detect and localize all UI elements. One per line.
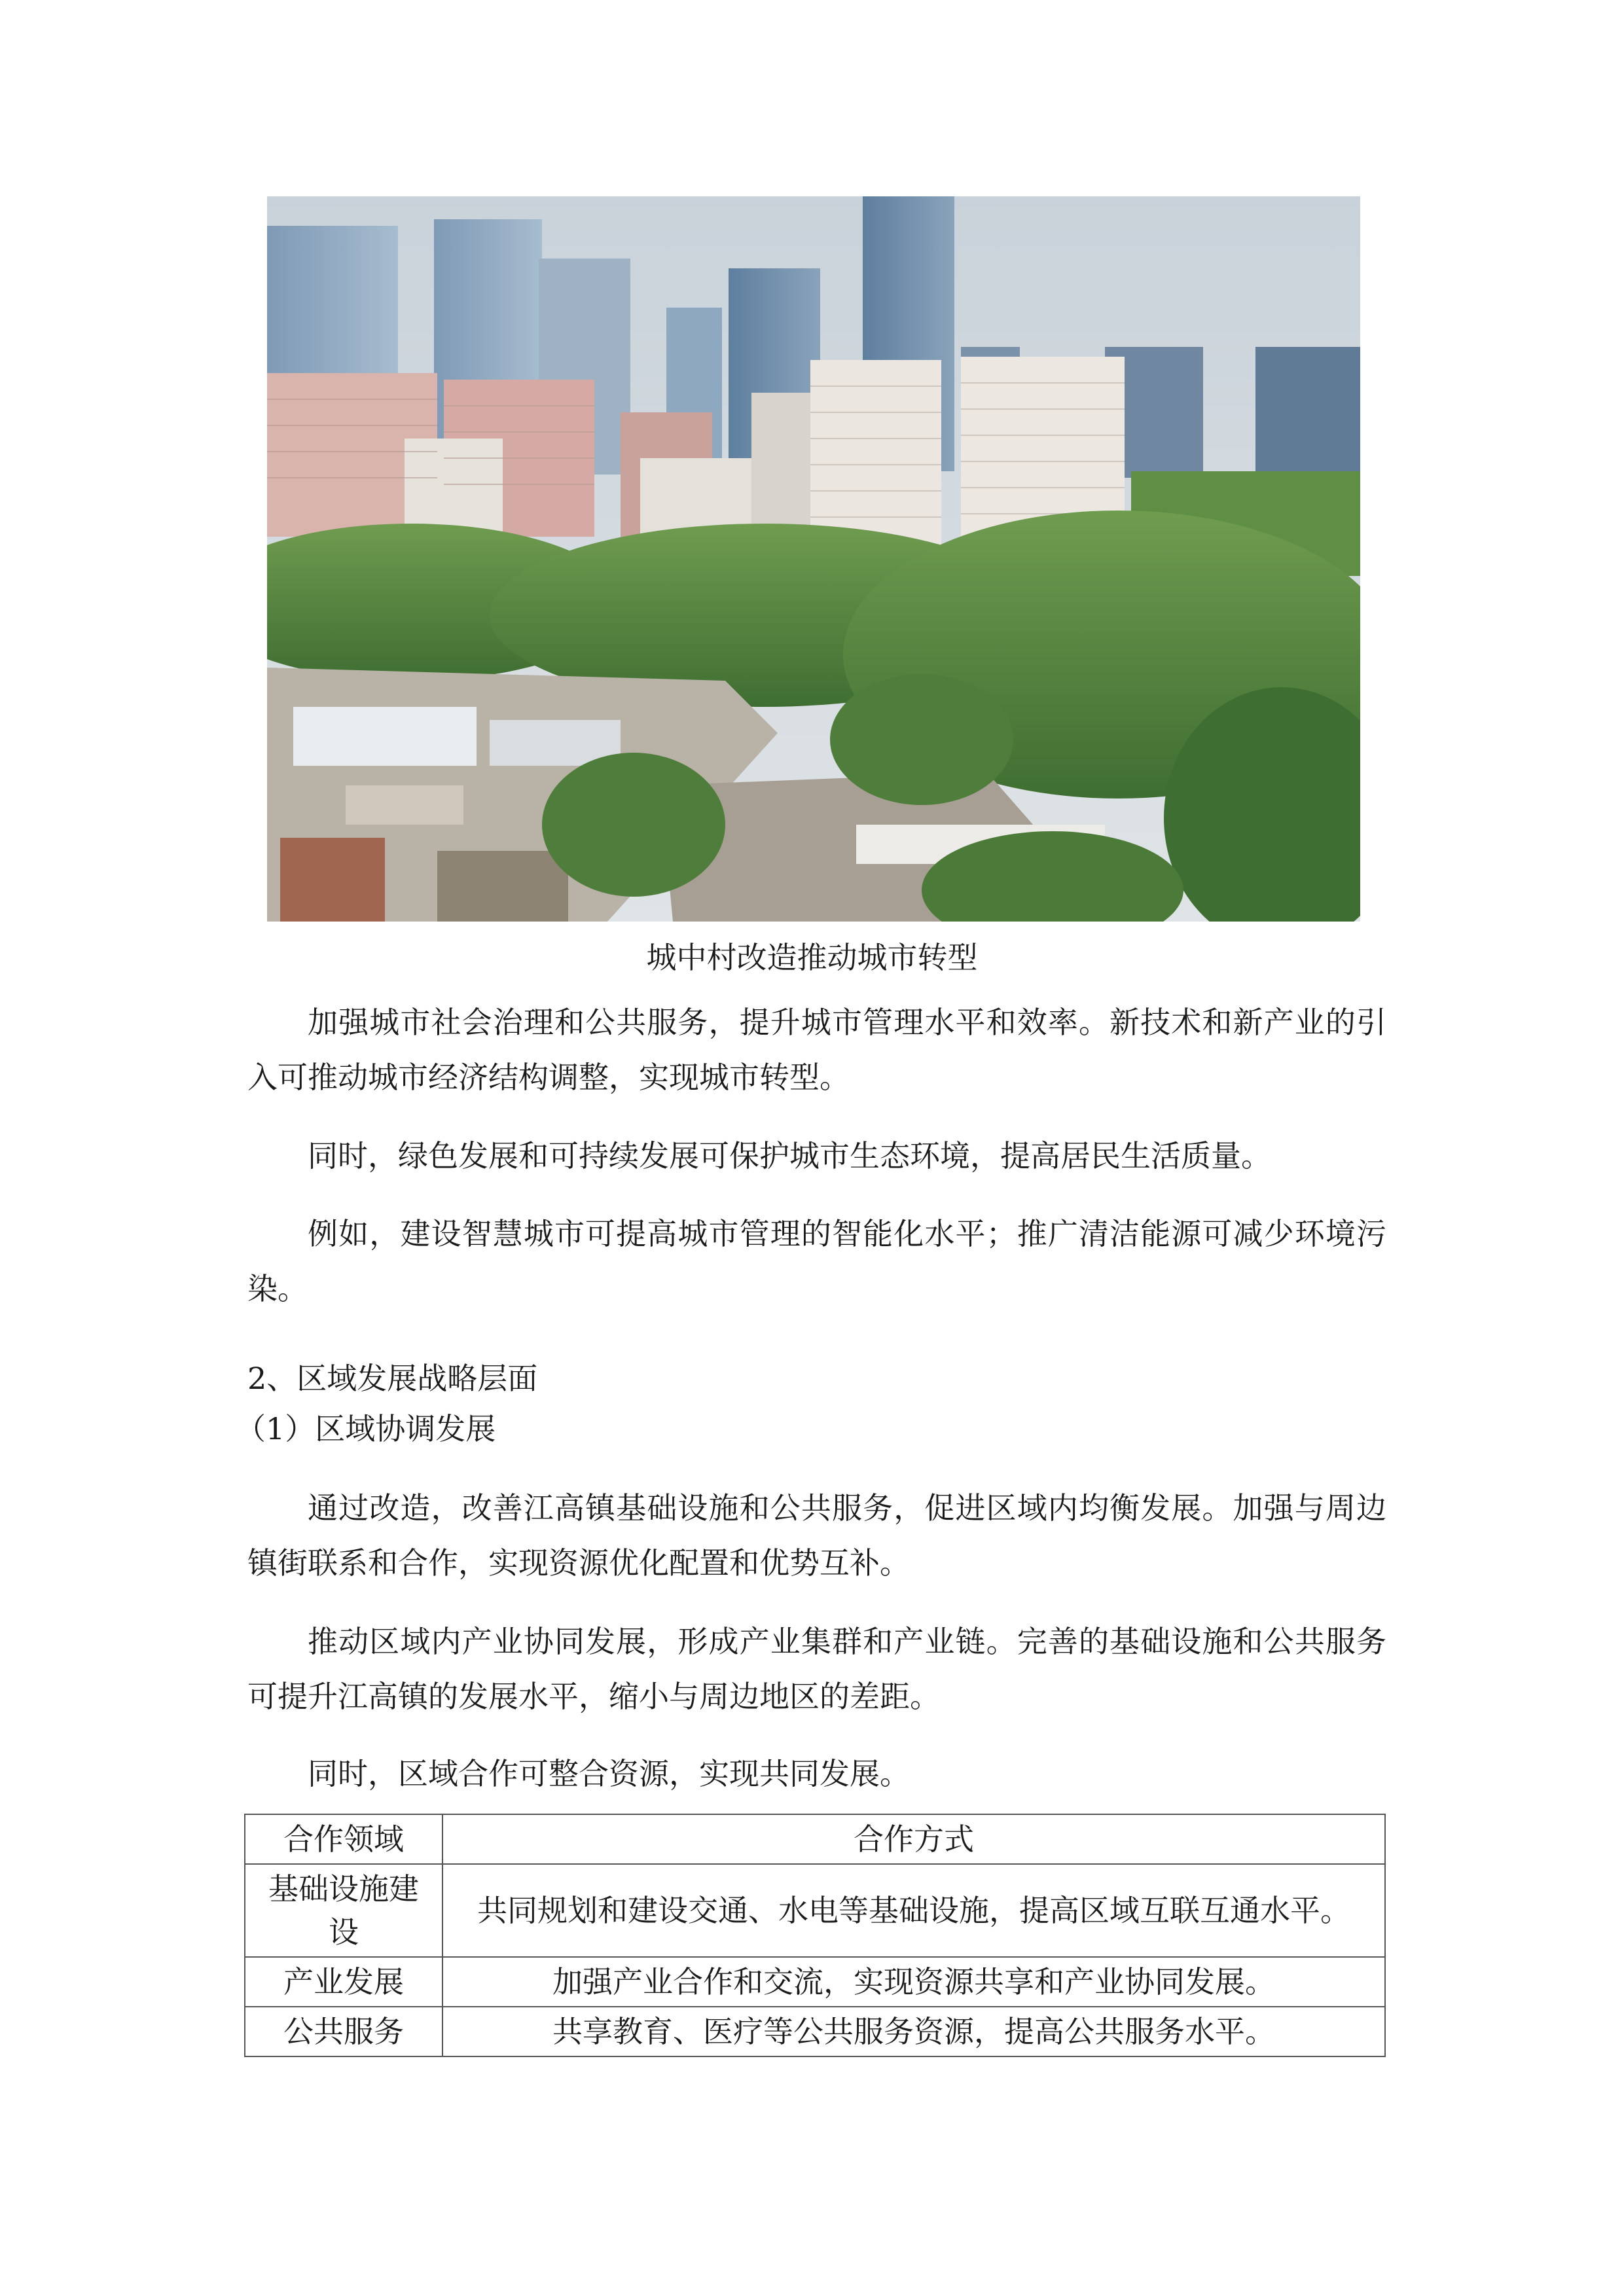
section-paragraph-1: 通过改造，改善江高镇基础设施和公共服务，促进区域内均衡发展。加强与周边镇街联系和合作，实现资源优化配置和优势互补。 xyxy=(247,1490,1386,1581)
table-cell: 公共服务 xyxy=(245,2007,442,2056)
section-heading: 2、区域发展战略层面 xyxy=(247,1361,538,1396)
section-paragraph-3: 同时，区域合作可整合资源，实现共同发展。 xyxy=(308,1756,910,1791)
paragraph-3: 例如，建设智慧城市可提高城市管理的智能化水平；推广清洁能源可减少环境污染。 xyxy=(247,1216,1386,1306)
table-row xyxy=(245,1957,1385,2007)
table-cell: 共同规划和建设交通、水电等基础设施，提高区域互联互通水平。 xyxy=(442,1864,1385,1957)
table-cell: 共享教育、医疗等公共服务资源，提高公共服务水平。 xyxy=(442,2007,1385,2056)
figure-caption: 城中村改造推动城市转型 xyxy=(646,940,978,975)
table-cell: 基础设施建设 xyxy=(245,1864,442,1957)
cooperation-table xyxy=(244,1814,1386,2057)
paragraph-2: 同时，绿色发展和可持续发展可保护城市生态环境，提高居民生活质量。 xyxy=(308,1138,1271,1174)
table-cell: 加强产业合作和交流，实现资源共享和产业协同发展。 xyxy=(442,1957,1385,2007)
table-header-row xyxy=(245,1814,1385,1864)
table-cell: 产业发展 xyxy=(245,1957,442,2007)
city-photo xyxy=(267,196,1360,922)
table-header-cell: 合作领域 xyxy=(245,1814,442,1864)
section-paragraph-2: 推动区域内产业协同发展，形成产业集群和产业链。完善的基础设施和公共服务可提升江高镇的发展水平，缩小与周边地区的差距。 xyxy=(247,1624,1386,1714)
table-header-cell: 合作方式 xyxy=(442,1814,1385,1864)
table-row xyxy=(245,1864,1385,1957)
city-photo-illustration xyxy=(267,196,1360,922)
section-subheading: （1）区域协调发展 xyxy=(236,1411,496,1446)
paragraph-1: 加强城市社会治理和公共服务，提升城市管理水平和效率。新技术和新产业的引入可推动城市经济结构调整，实现城市转型。 xyxy=(247,1005,1386,1095)
table-row xyxy=(245,2007,1385,2056)
